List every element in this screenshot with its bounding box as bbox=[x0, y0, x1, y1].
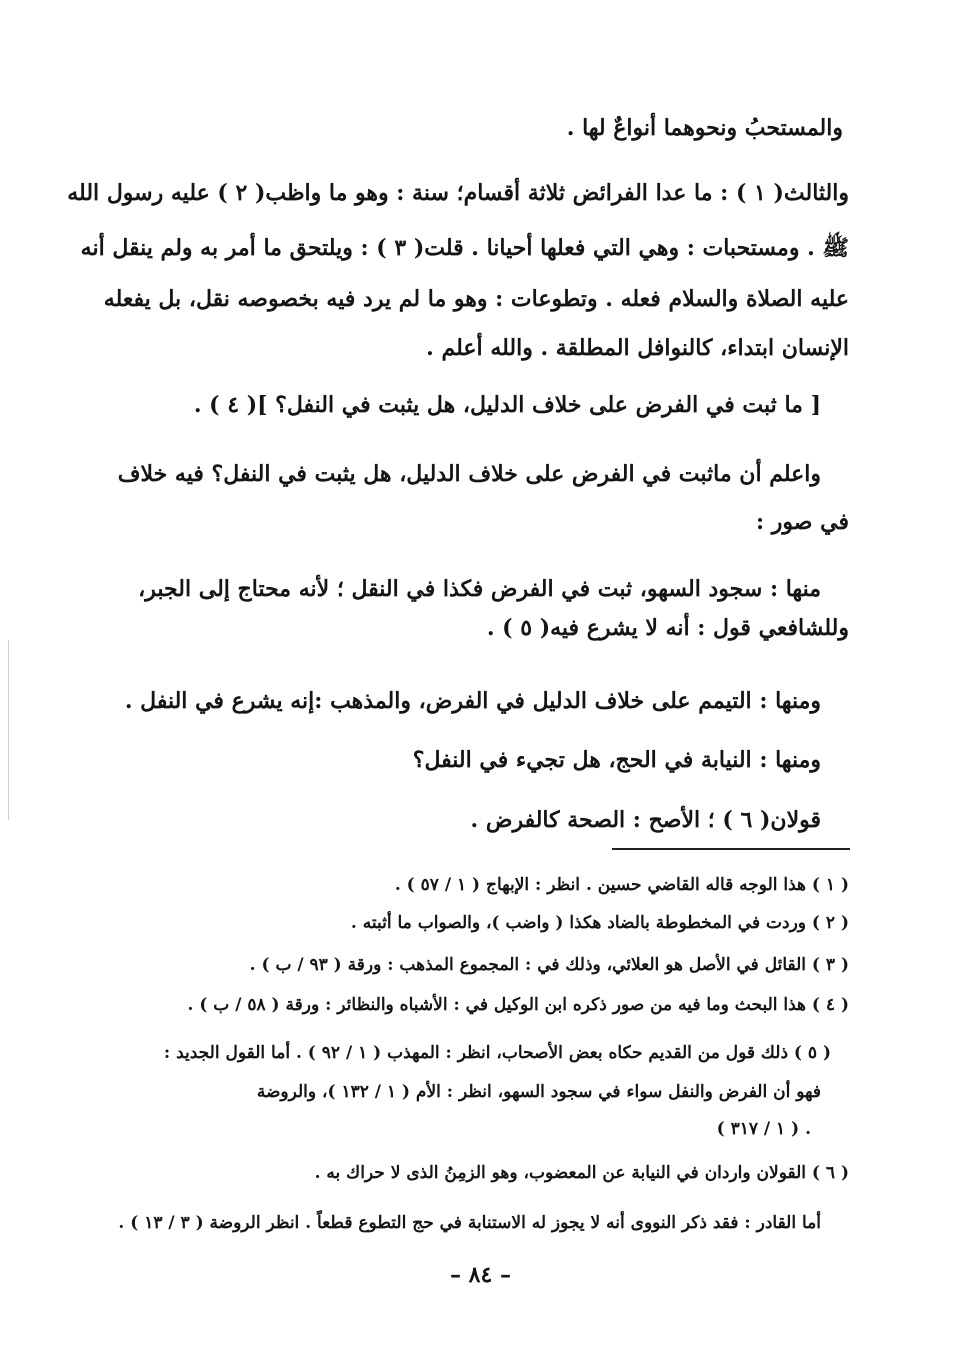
body-line-10: وللشافعي قول : أنه لا يشرع فيه( ٥ ) . bbox=[486, 615, 849, 641]
footnote-5-continuation: فهو أن الفرض والنفل سواء في سجود السهو، انظر : الأم ( ١ / ١٣٢ )، والروضة bbox=[256, 1082, 821, 1102]
page-number: – ٨٤ – bbox=[450, 1262, 511, 1288]
body-line-4: عليه الصلاة والسلام فعله . وتطوعات : وهو ما لم يرد فيه بخصوصه نقل، بل يفعله bbox=[103, 286, 849, 312]
body-line-13: قولان( ٦ ) ؛ الأصح : الصحة كالفرض . bbox=[470, 807, 821, 833]
footnote-5: ( ٥ ) ذلك قول من القديم حكاه بعض الأصحاب، انظر : المهذب ( ١ / ٩٢ ) . أما القول الجديد : bbox=[163, 1043, 831, 1063]
section-heading: [ ما ثبت في الفرض على خلاف الدليل، هل يثبت في النفل؟ ]( ٤ ) . bbox=[193, 392, 821, 418]
footnote-5-continuation-2: ( ١ / ٣١٧ ) . bbox=[716, 1119, 811, 1139]
body-line-7: واعلم أن ماثبت في الفرض على خلاف الدليل، هل يثبت في النفل؟ فيه خلاف bbox=[117, 461, 821, 487]
footnote-6-continuation: أما القادر : فقد ذكر النووى أنه لا يجوز له الاستنابة في حج التطوع قطعاً . انظر الروضة ( ٣ / ١٣ ) . bbox=[118, 1213, 821, 1233]
body-line-8: في صور : bbox=[756, 509, 849, 535]
footnote-6: ( ٦ ) القولان واردان في النيابة عن المعضوب، وهو الزمِنُ الذى لا حراك به . bbox=[314, 1163, 849, 1183]
body-line-12: ومنها : النيابة في الحج، هل تجيء في النفل؟ bbox=[412, 747, 821, 773]
body-line-3: ﷺ . ومستحبات : وهي التي فعلها أحيانا . قلت( ٣ ) : ويلتحق ما أمر به ولم ينقل أنه bbox=[80, 235, 849, 261]
footnote-4: ( ٤ ) هذا البحث وما فيه من صور ذكره ابن الوكيل في : الأشباه والنظائر : ورقة ( ٥٨ / ب ) . bbox=[187, 995, 849, 1015]
body-line-2: والثالث( ١ ) : ما عدا الفرائض ثلاثة أقسام؛ سنة : وهو ما واظب( ٢ ) عليه رسول الله bbox=[67, 180, 849, 206]
footnote-separator bbox=[612, 848, 850, 850]
footnote-3: ( ٣ ) القائل في الأصل هو العلائي، وذلك في : المجموع المذهب : ورقة ( ٩٣ / ب ) . bbox=[249, 955, 849, 975]
footnote-2: ( ٢ ) وردت في المخطوطة بالضاد هكذا ( واضب )، والصواب ما أثبته . bbox=[350, 913, 849, 933]
body-line-5: الإنسان ابتداء، كالنوافل المطلقة . والله أعلم . bbox=[426, 335, 849, 361]
body-line-1: والمستحبُ ونحوهما أنواعٌ لها . bbox=[566, 115, 843, 141]
body-line-11: ومنها : التيمم على خلاف الدليل في الفرض، والمذهب :إنه يشرع في النفل . bbox=[124, 688, 821, 714]
scan-edge-mark bbox=[8, 640, 9, 820]
footnote-1: ( ١ ) هذا الوجه قاله القاضي حسين . انظر : الإبهاج ( ١ / ٥٧ ) . bbox=[394, 875, 849, 895]
body-line-9: منها : سجود السهو، ثبت في الفرض فكذا في النقل ؛ لأنه محتاج إلى الجبر، bbox=[138, 576, 821, 602]
